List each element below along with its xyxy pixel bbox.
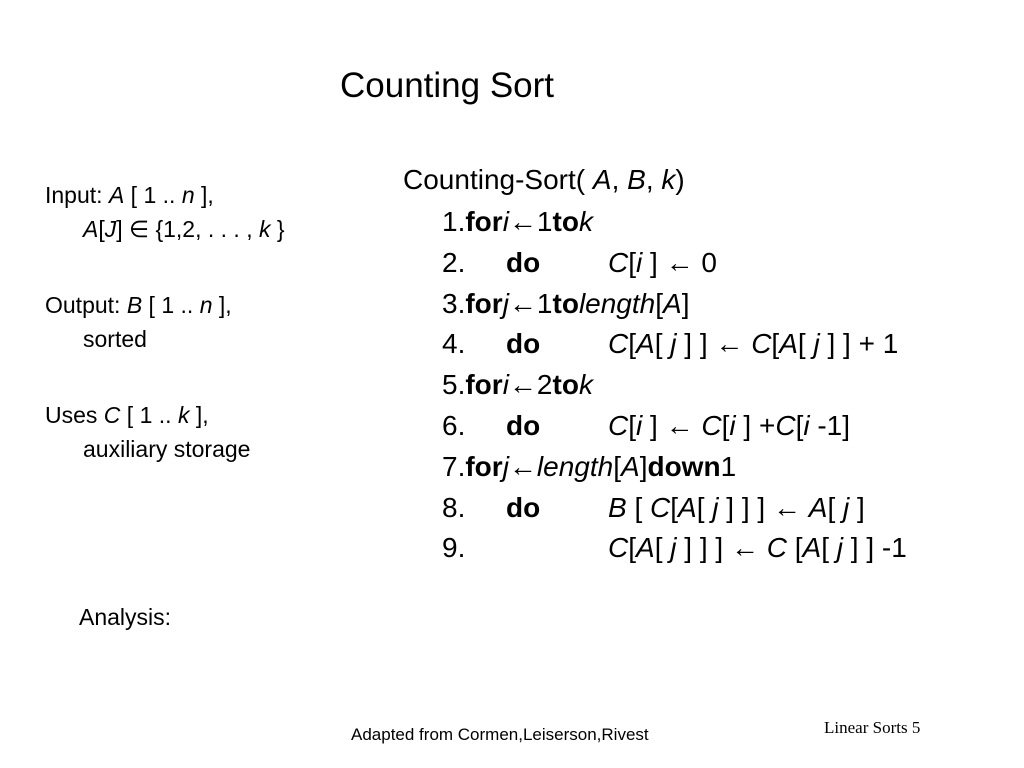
bracket: [ bbox=[797, 328, 814, 360]
input-n: n bbox=[181, 182, 195, 208]
keyword-to: to bbox=[552, 287, 579, 319]
bracket-plus: ] + bbox=[735, 409, 776, 441]
line-number: 7. bbox=[442, 450, 466, 482]
bracket: [ bbox=[827, 491, 844, 523]
output-array-name: B bbox=[126, 292, 143, 318]
array-a: A bbox=[663, 287, 682, 319]
bracket: [ bbox=[628, 328, 637, 360]
bracket: [ bbox=[628, 246, 637, 278]
var-j: j bbox=[670, 328, 677, 360]
input-label: Input: bbox=[45, 182, 109, 208]
bracket: [ bbox=[795, 409, 804, 441]
array-c: C bbox=[775, 409, 796, 441]
array-a: A bbox=[621, 450, 640, 482]
bracket: [ bbox=[654, 532, 671, 564]
algorithm-name: Counting-Sort( bbox=[403, 164, 593, 195]
keyword-do: do bbox=[506, 246, 541, 278]
keyword-for: for bbox=[465, 369, 503, 401]
var-i: i bbox=[729, 409, 736, 441]
footer-page-label: Linear Sorts 5 bbox=[824, 718, 921, 737]
loop-end: 1 bbox=[720, 450, 737, 482]
var-j: j bbox=[836, 532, 844, 564]
output-spec-line-1 bbox=[45, 288, 232, 322]
input-line2-k: k bbox=[259, 216, 271, 242]
algorithm-line-8 bbox=[442, 490, 865, 531]
bracket: [ bbox=[721, 409, 730, 441]
bracket-assign: ] ] ] ← bbox=[676, 532, 767, 564]
algorithm-line-6 bbox=[442, 408, 851, 449]
bracket: [ bbox=[771, 328, 780, 360]
bracket: [ bbox=[628, 409, 637, 441]
array-c: C bbox=[608, 409, 629, 441]
keyword-to: to bbox=[552, 369, 579, 401]
line-number: 5. bbox=[442, 369, 466, 401]
input-line2-array: A bbox=[83, 216, 99, 242]
array-c: C bbox=[608, 328, 629, 360]
input-line2-open: [ bbox=[98, 216, 105, 242]
assign-arrow: ← bbox=[508, 287, 537, 319]
uses-spec bbox=[45, 398, 250, 466]
uses-array-name: C bbox=[103, 402, 121, 428]
bracket-plus-one: ] ] + 1 bbox=[819, 328, 899, 360]
algorithm-line-1 bbox=[442, 204, 736, 245]
keyword-for: for bbox=[465, 450, 503, 482]
algorithm-line-4 bbox=[442, 326, 899, 367]
output-label: Output: bbox=[45, 292, 127, 318]
input-array-name: A bbox=[108, 182, 125, 208]
array-c: C bbox=[751, 328, 772, 360]
param-k: k bbox=[661, 164, 676, 195]
line-number: 2. bbox=[442, 246, 466, 278]
uses-spec-line-1 bbox=[45, 398, 250, 432]
keyword-do: do bbox=[506, 328, 541, 360]
algorithm-lines bbox=[442, 204, 907, 571]
line-number: 9. bbox=[442, 532, 466, 564]
algorithm-line-7 bbox=[442, 449, 736, 490]
keyword-for: for bbox=[465, 206, 503, 237]
input-range-close: ], bbox=[194, 182, 214, 208]
param-b: B bbox=[627, 164, 646, 195]
array-a: A bbox=[678, 491, 697, 523]
var-j: j bbox=[843, 491, 850, 523]
line-number: 6. bbox=[442, 409, 466, 441]
array-b: B bbox=[608, 491, 627, 523]
bracket-minus-one: ] ] -1 bbox=[843, 532, 907, 564]
header-close-paren: ) bbox=[675, 164, 685, 195]
statement bbox=[608, 326, 898, 362]
statement bbox=[608, 408, 850, 444]
algorithm-line-5 bbox=[442, 367, 736, 408]
input-line2-end: } bbox=[270, 216, 285, 242]
array-a: A bbox=[802, 532, 822, 564]
output-range-open: [ 1 .. bbox=[142, 292, 200, 318]
input-line2-index: J bbox=[104, 216, 117, 242]
output-spec-line-2: sorted bbox=[83, 326, 147, 352]
keyword-to: to bbox=[552, 206, 579, 237]
keyword-do: do bbox=[506, 409, 541, 441]
assign-arrow: ← bbox=[508, 369, 537, 401]
uses-label: Uses bbox=[45, 402, 104, 428]
uses-range-open: [ 1 .. bbox=[120, 402, 178, 428]
loop-start: 1 bbox=[536, 206, 553, 237]
input-range-open: [ 1 .. bbox=[124, 182, 182, 208]
bracket-assign: ] ← bbox=[642, 409, 702, 441]
loop-start: 2 bbox=[536, 369, 553, 401]
analysis-label: Analysis: bbox=[79, 604, 172, 630]
array-c: C bbox=[766, 532, 787, 564]
statement bbox=[608, 530, 907, 566]
loop-var: j bbox=[502, 450, 509, 482]
output-n: n bbox=[199, 292, 213, 318]
var-i: i bbox=[636, 409, 643, 441]
loop-end: k bbox=[578, 206, 593, 237]
bracket: ] bbox=[849, 491, 865, 523]
loop-start: 1 bbox=[536, 287, 553, 319]
length-fn: length bbox=[536, 450, 614, 482]
algorithm-header bbox=[403, 164, 685, 196]
assign-arrow: ← bbox=[508, 450, 537, 482]
array-a: A bbox=[808, 491, 828, 523]
uses-spec-line-2: auxiliary storage bbox=[83, 436, 251, 462]
array-c: C bbox=[608, 532, 629, 564]
algorithm-line-3 bbox=[442, 286, 736, 327]
line-number: 1. bbox=[442, 206, 466, 237]
array-a: A bbox=[636, 532, 655, 564]
param-sep-2: , bbox=[645, 164, 662, 195]
loop-end: k bbox=[578, 369, 593, 401]
keyword-for: for bbox=[465, 287, 503, 319]
uses-range-close: ], bbox=[189, 402, 209, 428]
minus-one-bracket: -1] bbox=[809, 409, 851, 441]
param-a: A bbox=[592, 164, 612, 195]
statement bbox=[608, 245, 717, 281]
slide-title: Counting Sort bbox=[340, 66, 555, 105]
bracket: [ bbox=[655, 287, 664, 319]
output-spec bbox=[45, 288, 232, 356]
loop-var: j bbox=[502, 287, 509, 319]
bracket: [ bbox=[786, 532, 803, 564]
array-c: C bbox=[650, 491, 671, 523]
bracket: [ bbox=[626, 491, 651, 523]
algorithm-line-2 bbox=[442, 245, 736, 286]
input-spec bbox=[45, 178, 285, 246]
loop-var: i bbox=[502, 206, 509, 237]
bracket: ] bbox=[639, 450, 648, 482]
input-spec-line-2 bbox=[45, 212, 285, 246]
line-number: 4. bbox=[442, 328, 466, 360]
param-sep-1: , bbox=[611, 164, 628, 195]
bracket: [ bbox=[628, 532, 637, 564]
bracket: [ bbox=[696, 491, 713, 523]
var-i: i bbox=[636, 246, 643, 278]
bracket: ] bbox=[681, 287, 690, 319]
var-i: i bbox=[803, 409, 810, 441]
bracket: [ bbox=[613, 450, 621, 482]
footer-credit: Adapted from Cormen,Leiserson,Rivest bbox=[351, 725, 649, 744]
bracket: [ bbox=[654, 328, 671, 360]
var-j: j bbox=[712, 491, 719, 523]
var-j: j bbox=[670, 532, 677, 564]
keyword-do: do bbox=[506, 491, 541, 523]
uses-k: k bbox=[177, 402, 190, 428]
line-number: 3. bbox=[442, 287, 466, 319]
assign-zero: ] ← 0 bbox=[642, 246, 717, 278]
keyword-down: down bbox=[647, 450, 721, 482]
input-line2-close: ] ∈ {1,2, . . . , bbox=[116, 216, 259, 242]
line-number: 8. bbox=[442, 491, 466, 523]
bracket-assign: ] ] ← bbox=[676, 328, 752, 360]
assign-arrow: ← bbox=[508, 206, 537, 237]
bracket-assign: ] ] ] ← bbox=[718, 491, 809, 523]
algorithm-line-9 bbox=[442, 530, 907, 571]
array-c: C bbox=[701, 409, 722, 441]
array-a: A bbox=[779, 328, 798, 360]
output-range-close: ], bbox=[212, 292, 232, 318]
var-j: j bbox=[813, 328, 820, 360]
length-fn: length bbox=[578, 287, 656, 319]
array-c: C bbox=[608, 246, 629, 278]
bracket: [ bbox=[670, 491, 679, 523]
statement bbox=[608, 490, 865, 526]
array-a: A bbox=[636, 328, 655, 360]
loop-var: i bbox=[502, 369, 509, 401]
input-spec-line-1 bbox=[45, 178, 285, 212]
bracket: [ bbox=[821, 532, 837, 564]
